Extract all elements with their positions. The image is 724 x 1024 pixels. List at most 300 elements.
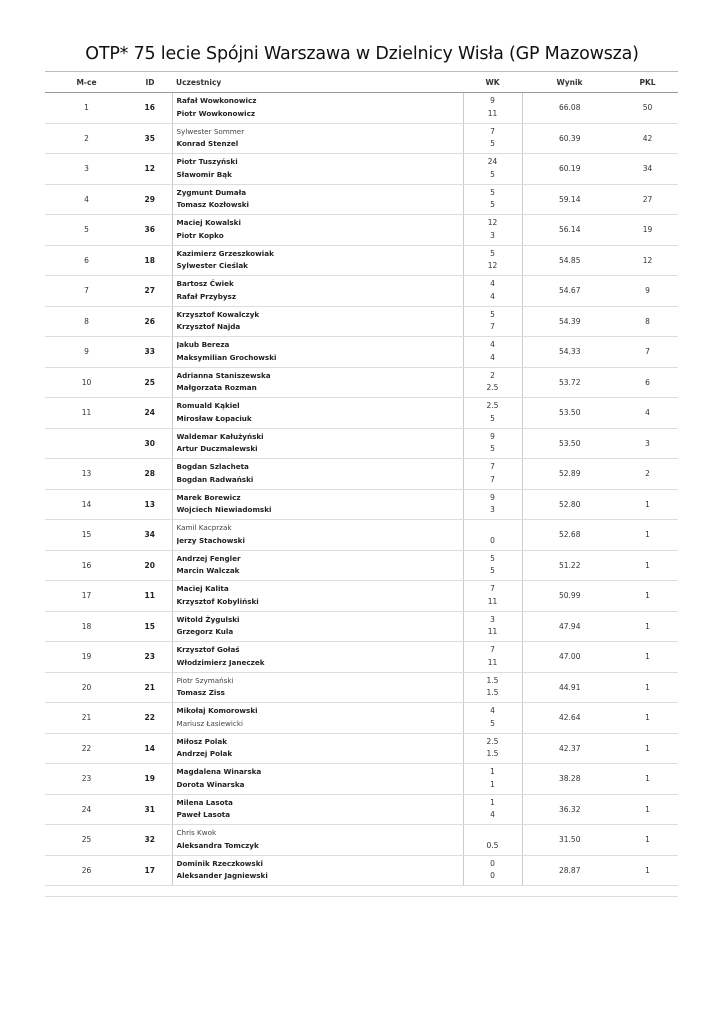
pkl-cell: 1 (617, 581, 678, 612)
table-row (45, 611, 678, 642)
spacer-cell (617, 886, 678, 897)
header-wk: WK (463, 72, 522, 93)
wk-cell (463, 642, 522, 673)
wk-value: 2.5 (486, 736, 499, 746)
table-row (45, 703, 678, 734)
result-cell: 31.50 (522, 825, 617, 856)
wk-value: 3 (490, 614, 495, 624)
participant-name: Witold Żygulski (176, 614, 240, 624)
place-cell: 23 (45, 764, 128, 795)
id-cell: 31 (128, 794, 172, 825)
place-cell: 8 (45, 306, 128, 337)
participants-cell (172, 245, 463, 276)
wk-value: 3 (490, 505, 495, 515)
wk-cell (463, 733, 522, 764)
participant-name: Włodzimierz Janeczek (176, 657, 265, 667)
wk-value: 11 (487, 108, 498, 118)
wk-value: 0.5 (486, 840, 499, 850)
pkl-cell: 1 (617, 764, 678, 795)
participants-cell (172, 184, 463, 215)
table-footer-spacer (45, 886, 678, 897)
table-row (45, 184, 678, 215)
participants-cell (172, 611, 463, 642)
wk-value: 7 (490, 322, 495, 332)
wk-value: 5 (490, 718, 495, 728)
wk-value: 5 (490, 309, 495, 319)
wk-cell (463, 550, 522, 581)
participant-name: Aleksander Jagniewski (176, 871, 268, 881)
place-cell: 17 (45, 581, 128, 612)
pkl-cell: 1 (617, 794, 678, 825)
wk-value: 24 (487, 157, 498, 167)
spacer-cell (128, 886, 172, 897)
wk-value: 2.5 (486, 401, 499, 411)
wk-cell (463, 184, 522, 215)
participant-name: Konrad Stenzel (176, 139, 239, 149)
wk-value: 5 (490, 169, 495, 179)
participant-name: Aleksandra Tomczyk (176, 840, 259, 850)
id-cell: 36 (128, 215, 172, 246)
pkl-cell: 19 (617, 215, 678, 246)
table-row (45, 520, 678, 551)
place-cell: 11 (45, 398, 128, 429)
wk-value: 9 (490, 492, 495, 502)
result-cell: 53.72 (522, 367, 617, 398)
wk-value: 5 (490, 566, 495, 576)
result-cell: 52.89 (522, 459, 617, 490)
id-cell: 21 (128, 672, 172, 703)
participant-name: Krzysztof Najda (176, 322, 241, 332)
table-row (45, 123, 678, 154)
id-cell: 34 (128, 520, 172, 551)
table-row (45, 550, 678, 581)
wk-value: 4 (490, 706, 495, 716)
participant-name: Tomasz Kozłowski (176, 200, 250, 210)
wk-value: 4 (490, 279, 495, 289)
wk-value: 3 (490, 230, 495, 240)
pkl-cell: 7 (617, 337, 678, 368)
wk-value (468, 827, 518, 840)
wk-cell (463, 581, 522, 612)
header-id: ID (128, 72, 172, 93)
participant-name: Dominik Rzeczkowski (176, 858, 263, 868)
result-cell: 50.99 (522, 581, 617, 612)
wk-cell (463, 703, 522, 734)
participants-cell (172, 855, 463, 886)
table-row (45, 855, 678, 886)
place-cell: 1 (45, 93, 128, 124)
wk-value: 11 (487, 657, 498, 667)
participant-name: Artur Duczmalewski (176, 444, 258, 454)
result-cell: 47.00 (522, 642, 617, 673)
participant-name: Mirosław Łopaciuk (176, 413, 252, 423)
place-cell: 26 (45, 855, 128, 886)
id-cell: 32 (128, 825, 172, 856)
pkl-cell: 12 (617, 245, 678, 276)
result-cell: 52.68 (522, 520, 617, 551)
header-place: M-ce (45, 72, 128, 93)
wk-value: 2 (490, 370, 495, 380)
participants-cell (172, 794, 463, 825)
participant-name: Kamil Kacprzak (176, 523, 232, 533)
header-participants: Uczestnicy (172, 72, 463, 93)
participant-name: Andrzej Polak (176, 749, 233, 759)
table-header (45, 72, 678, 93)
id-cell: 13 (128, 489, 172, 520)
participants-cell (172, 825, 463, 856)
place-cell: 13 (45, 459, 128, 490)
wk-value: 2.5 (486, 383, 499, 393)
wk-cell (463, 123, 522, 154)
wk-value: 9 (490, 431, 495, 441)
pkl-cell: 27 (617, 184, 678, 215)
table-row (45, 215, 678, 246)
wk-value: 5 (490, 413, 495, 423)
table-row (45, 367, 678, 398)
result-cell: 51.22 (522, 550, 617, 581)
participant-name: Mikołaj Komorowski (176, 706, 258, 716)
pkl-cell: 4 (617, 398, 678, 429)
participant-name: Miłosz Polak (176, 736, 227, 746)
place-cell: 18 (45, 611, 128, 642)
wk-cell (463, 154, 522, 185)
wk-cell (463, 611, 522, 642)
wk-cell (463, 367, 522, 398)
place-cell: 19 (45, 642, 128, 673)
wk-value: 12 (487, 218, 498, 228)
pkl-cell: 1 (617, 520, 678, 551)
place-cell: 10 (45, 367, 128, 398)
participants-cell (172, 764, 463, 795)
pkl-cell: 9 (617, 276, 678, 307)
table-row (45, 245, 678, 276)
wk-value: 7 (490, 584, 495, 594)
result-cell: 60.39 (522, 123, 617, 154)
result-cell: 52.80 (522, 489, 617, 520)
wk-value: 1 (490, 779, 495, 789)
id-cell: 18 (128, 245, 172, 276)
wk-cell (463, 306, 522, 337)
wk-cell (463, 825, 522, 856)
id-cell: 30 (128, 428, 172, 459)
place-cell (45, 428, 128, 459)
place-cell: 16 (45, 550, 128, 581)
wk-value: 1 (490, 767, 495, 777)
place-cell: 24 (45, 794, 128, 825)
participant-name: Kazimierz Grzeszkowiak (176, 248, 274, 258)
place-cell: 25 (45, 825, 128, 856)
wk-value: 5 (490, 248, 495, 258)
participant-name: Piotr Wowkonowicz (176, 108, 256, 118)
id-cell: 11 (128, 581, 172, 612)
place-cell: 20 (45, 672, 128, 703)
result-cell: 47.94 (522, 611, 617, 642)
wk-value: 4 (490, 352, 495, 362)
participants-cell (172, 306, 463, 337)
participant-name: Krzysztof Kobyliński (176, 596, 259, 606)
result-cell: 56.14 (522, 215, 617, 246)
place-cell: 7 (45, 276, 128, 307)
id-cell: 28 (128, 459, 172, 490)
id-cell: 15 (128, 611, 172, 642)
table-row (45, 764, 678, 795)
place-cell: 5 (45, 215, 128, 246)
id-cell: 14 (128, 733, 172, 764)
wk-value (468, 522, 518, 535)
table-row (45, 306, 678, 337)
id-cell: 22 (128, 703, 172, 734)
id-cell: 29 (128, 184, 172, 215)
place-cell: 15 (45, 520, 128, 551)
participant-name: Piotr Tuszyński (176, 157, 238, 167)
participant-name: Maciej Kowalski (176, 218, 241, 228)
id-cell: 24 (128, 398, 172, 429)
participant-name: Andrzej Fengler (176, 553, 241, 563)
wk-value: 5 (490, 187, 495, 197)
wk-value: 7 (490, 462, 495, 472)
pkl-cell: 6 (617, 367, 678, 398)
wk-cell (463, 794, 522, 825)
participants-cell (172, 337, 463, 368)
participant-name: Maciej Kalita (176, 584, 229, 594)
id-cell: 33 (128, 337, 172, 368)
wk-value: 4 (490, 291, 495, 301)
table-row (45, 642, 678, 673)
participant-name: Krzysztof Kowalczyk (176, 309, 260, 319)
wk-cell (463, 337, 522, 368)
participants-cell (172, 642, 463, 673)
wk-value: 1 (490, 797, 495, 807)
participants-cell (172, 428, 463, 459)
table-row (45, 794, 678, 825)
participant-name: Bogdan Radwański (176, 474, 254, 484)
page-title: OTP* 75 lecie Spójni Warszawa w Dzielnicy Wisła (GP Mazowsza) (85, 44, 639, 64)
participants-cell (172, 520, 463, 551)
participant-name: Sylwester Sommer (176, 126, 245, 136)
pkl-cell: 8 (617, 306, 678, 337)
participant-name: Marcin Walczak (176, 566, 240, 576)
participants-cell (172, 550, 463, 581)
table-row (45, 489, 678, 520)
participant-name: Sylwester Cieślak (176, 261, 248, 271)
participant-name: Romuald Kąkiel (176, 401, 240, 411)
result-cell: 54.67 (522, 276, 617, 307)
id-cell: 19 (128, 764, 172, 795)
wk-cell (463, 459, 522, 490)
wk-cell (463, 245, 522, 276)
place-cell: 4 (45, 184, 128, 215)
participant-name: Piotr Kopko (176, 230, 224, 240)
table-row (45, 459, 678, 490)
result-cell: 44.91 (522, 672, 617, 703)
participant-name: Adrianna Staniszewska (176, 370, 271, 380)
wk-cell (463, 276, 522, 307)
id-cell: 12 (128, 154, 172, 185)
wk-value: 7 (490, 126, 495, 136)
participant-name: Bartosz Ćwiek (176, 279, 234, 289)
pkl-cell: 1 (617, 550, 678, 581)
wk-value: 11 (487, 596, 498, 606)
place-cell: 2 (45, 123, 128, 154)
id-cell: 20 (128, 550, 172, 581)
wk-value: 4 (490, 340, 495, 350)
participants-cell (172, 733, 463, 764)
participants-cell (172, 215, 463, 246)
header-pkl: PKL (617, 72, 678, 93)
wk-value: 9 (490, 96, 495, 106)
wk-value: 5 (490, 444, 495, 454)
participants-cell (172, 581, 463, 612)
spacer-cell (463, 886, 522, 897)
id-cell: 35 (128, 123, 172, 154)
result-cell: 38.28 (522, 764, 617, 795)
wk-value: 12 (487, 261, 498, 271)
participants-cell (172, 154, 463, 185)
results-table (45, 71, 678, 897)
pkl-cell: 42 (617, 123, 678, 154)
wk-value: 1.5 (486, 749, 499, 759)
id-cell: 26 (128, 306, 172, 337)
participant-name: Piotr Szymański (176, 675, 234, 685)
participants-cell (172, 123, 463, 154)
id-cell: 17 (128, 855, 172, 886)
wk-value: 11 (487, 627, 498, 637)
participant-name: Zygmunt Dumała (176, 187, 247, 197)
participant-name: Mariusz Łasiewicki (176, 718, 244, 728)
wk-cell (463, 764, 522, 795)
participant-name: Tomasz Ziss (176, 688, 225, 698)
place-cell: 14 (45, 489, 128, 520)
id-cell: 27 (128, 276, 172, 307)
wk-value: 0 (490, 535, 495, 545)
header-result: Wynik (522, 72, 617, 93)
wk-value: 5 (490, 200, 495, 210)
wk-cell (463, 215, 522, 246)
table-row (45, 276, 678, 307)
wk-value: 7 (490, 474, 495, 484)
wk-cell (463, 93, 522, 124)
result-cell: 60.19 (522, 154, 617, 185)
pkl-cell: 1 (617, 642, 678, 673)
participant-name: Paweł Lasota (176, 810, 231, 820)
wk-cell (463, 672, 522, 703)
pkl-cell: 1 (617, 825, 678, 856)
participants-cell (172, 703, 463, 734)
table-row (45, 825, 678, 856)
place-cell: 3 (45, 154, 128, 185)
participant-name: Wojciech Niewiadomski (176, 505, 272, 515)
participants-cell (172, 459, 463, 490)
result-cell: 36.32 (522, 794, 617, 825)
pkl-cell: 1 (617, 611, 678, 642)
participants-cell (172, 398, 463, 429)
result-cell: 66.08 (522, 93, 617, 124)
pkl-cell: 1 (617, 733, 678, 764)
wk-value: 0 (490, 858, 495, 868)
participant-name: Bogdan Szlacheta (176, 462, 249, 472)
participant-name: Krzysztof Gołaś (176, 645, 240, 655)
participants-cell (172, 93, 463, 124)
participant-name: Grzegorz Kula (176, 627, 234, 637)
participants-cell (172, 672, 463, 703)
table-row (45, 93, 678, 124)
table-row (45, 398, 678, 429)
spacer-cell (522, 886, 617, 897)
wk-value: 5 (490, 553, 495, 563)
pkl-cell: 1 (617, 489, 678, 520)
participant-name: Małgorzata Rozman (176, 383, 257, 393)
spacer-cell (45, 886, 128, 897)
place-cell: 9 (45, 337, 128, 368)
participant-name: Magdalena Winarska (176, 767, 262, 777)
participants-cell (172, 489, 463, 520)
pkl-cell: 1 (617, 672, 678, 703)
participant-name: Jerzy Stachowski (176, 535, 245, 545)
table-row (45, 733, 678, 764)
wk-value: 1.5 (486, 688, 499, 698)
result-cell: 59.14 (522, 184, 617, 215)
pkl-cell: 1 (617, 703, 678, 734)
wk-value: 7 (490, 645, 495, 655)
id-cell: 16 (128, 93, 172, 124)
result-cell: 28.87 (522, 855, 617, 886)
table-row (45, 154, 678, 185)
wk-cell (463, 489, 522, 520)
pkl-cell: 50 (617, 93, 678, 124)
spacer-cell (172, 886, 463, 897)
participant-name: Waldemar Kałużyński (176, 431, 264, 441)
id-cell: 25 (128, 367, 172, 398)
wk-cell (463, 398, 522, 429)
table-row (45, 581, 678, 612)
participant-name: Marek Borewicz (176, 492, 241, 502)
result-cell: 54.33 (522, 337, 617, 368)
wk-cell (463, 428, 522, 459)
participant-name: Maksymilian Grochowski (176, 352, 277, 362)
wk-cell (463, 855, 522, 886)
table-row (45, 337, 678, 368)
pkl-cell: 3 (617, 428, 678, 459)
result-cell: 53.50 (522, 398, 617, 429)
pkl-cell: 1 (617, 855, 678, 886)
participant-name: Rafał Wowkonowicz (176, 96, 257, 106)
participant-name: Chris Kwok (176, 828, 217, 838)
participant-name: Sławomir Bąk (176, 169, 232, 179)
wk-cell (463, 520, 522, 551)
id-cell: 23 (128, 642, 172, 673)
participant-name: Rafał Przybysz (176, 291, 237, 301)
result-cell: 42.64 (522, 703, 617, 734)
wk-value: 0 (490, 871, 495, 881)
participant-name: Jakub Bereza (176, 340, 230, 350)
table-body (45, 93, 678, 897)
place-cell: 22 (45, 733, 128, 764)
participants-cell (172, 276, 463, 307)
place-cell: 21 (45, 703, 128, 734)
pkl-cell: 2 (617, 459, 678, 490)
table-row (45, 672, 678, 703)
participants-cell (172, 367, 463, 398)
pkl-cell: 34 (617, 154, 678, 185)
participant-name: Dorota Winarska (176, 779, 245, 789)
participant-name: Milena Lasota (176, 797, 233, 807)
result-cell: 53.50 (522, 428, 617, 459)
wk-value: 4 (490, 810, 495, 820)
wk-value: 1.5 (486, 675, 499, 685)
result-cell: 54.85 (522, 245, 617, 276)
place-cell: 6 (45, 245, 128, 276)
wk-value: 5 (490, 139, 495, 149)
